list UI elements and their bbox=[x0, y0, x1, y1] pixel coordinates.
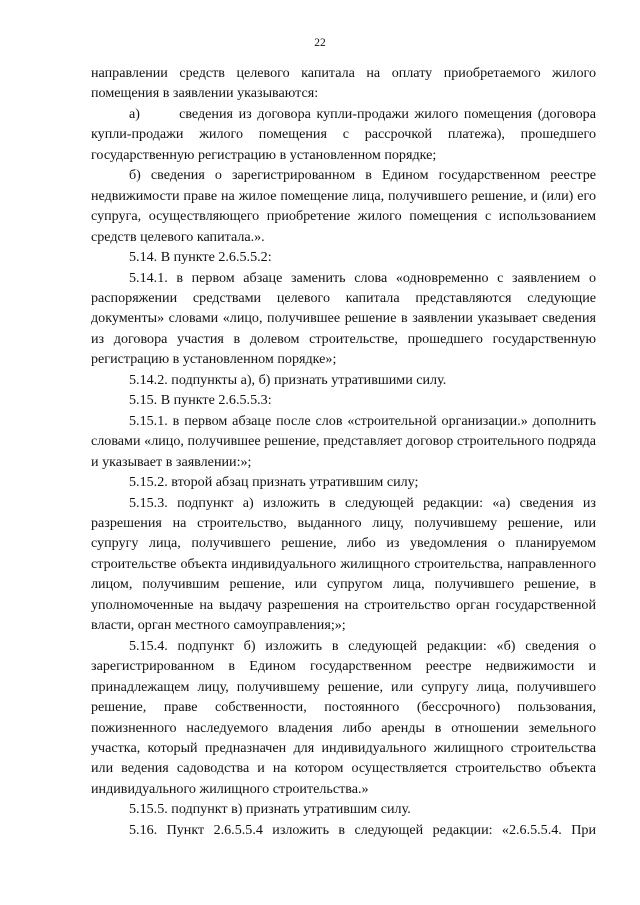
paragraph: 5.15.1. в первом абзаце после слов «строительной организации.» дополнить словами «лицо, получившее решение, представляет договор строительного подряда и указывает в заявлении:»; bbox=[91, 412, 596, 470]
paragraph: направлении средств целевого капитала на оплату приобретаемого жилого помещения в заявлении указываются: bbox=[91, 65, 596, 102]
page-number: 22 bbox=[314, 37, 326, 49]
paragraph: 5.15.4. подпункт б) изложить в следующей редакции: «б) сведения о зарегистрированном в Едином государственном реестре недвижимости и принадлежащем лицу, получившему решение, или супругу лица, получившего решение, праве собственности, постоянного (бессрочного) пользования, пожизненного наследуемого владения либо аренды в отношении земельного участка, который предназначен для индивидуального жилищного строительства или ведения садоводства и на котором осуществляется строительство объекта индивидуального жилищного строительства.» bbox=[91, 637, 596, 797]
paragraph: 5.15.5. подпункт в) признать утратившим силу. bbox=[129, 801, 411, 818]
paragraph: 5.15. В пункте 2.6.5.5.3: bbox=[129, 392, 272, 409]
paragraph: 5.14.2. подпункты а), б) признать утратившими силу. bbox=[129, 371, 447, 388]
paragraph: а) сведения из договора купли-продажи жилого помещения (договора купли-продажи жилого помещения с рассрочкой платежа), прошедшего государственную регистрацию в установленном порядке; bbox=[91, 105, 596, 163]
paragraph: 5.14.1. в первом абзаце заменить слова «одновременно с заявлением о распоряжении средствами целевого капитала представляются следующие документы» словами «лицо, получившее решение в заявлении указывает сведения из договора участия в долевом строительстве, прошедшего государственную регистрацию в установленном порядке»; bbox=[91, 269, 596, 368]
paragraph: 5.14. В пункте 2.6.5.5.2: bbox=[129, 249, 272, 266]
paragraph: 5.16. Пункт 2.6.5.5.4 изложить в следующей редакции: «2.6.5.5.4. При bbox=[129, 821, 596, 838]
paragraph: 5.15.2. второй абзац признать утратившим силу; bbox=[129, 474, 419, 491]
document-body bbox=[91, 63, 596, 840]
paragraph: 5.15.3. подпункт а) изложить в следующей редакции: «а) сведения из разрешения на строительство, выданного лицу, получившему решение, или супругу лица, получившего решение, либо из уведомления о планируемом строительстве объекта индивидуального жилищного строительства, направленного лицом, получившим решение, или супругом лица, получившего решение, в уполномоченные на выдачу разрешения на строительство орган государственной власти, орган местного самоуправления;»; bbox=[91, 494, 596, 634]
paragraph: б) сведения о зарегистрированном в Едином государственном реестре недвижимости праве на жилое помещение лица, получившего решение, и (или) его супруга, осуществляющего приобретение жилого помещения с использованием средств целевого капитала.». bbox=[91, 167, 596, 245]
